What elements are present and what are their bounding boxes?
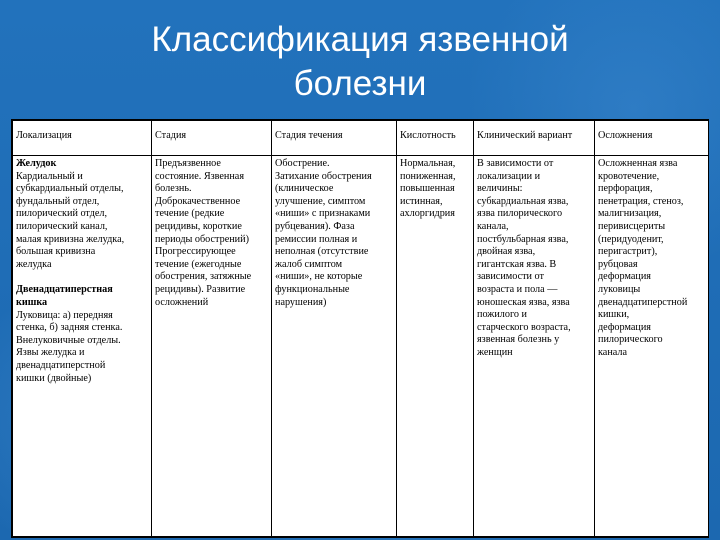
- table-header-row: [13, 121, 709, 156]
- cell-complications: Осложненная язва кровотечение, перфорация, пенетрация, стеноз, малигнизация, перивисцериты (перидуоденит, перигастрит), рубцовая деформация луковицы двенадцатиперстной кишки, деформация пилорического канала: [595, 156, 709, 537]
- header-complications: Осложнения: [595, 121, 709, 156]
- header-stage: Стадия: [152, 121, 272, 156]
- duodenum-text: Луковица: а) передняя стенка, б) задняя стенка. Внелуковичные отделы. Язвы желудка и двенадцатиперстной кишки (двойные): [16, 309, 123, 384]
- duodenum-title: Двенадцатиперстная кишка: [16, 284, 113, 308]
- classification-table: [12, 120, 709, 537]
- header-acidity: Кислотность: [397, 121, 474, 156]
- table-row: [13, 156, 709, 537]
- classification-table-container: [11, 119, 709, 538]
- cell-acidity: Нормальная, пониженная, повышенная истинная, ахлоргидрия: [397, 156, 474, 537]
- slide-title: [0, 18, 720, 106]
- cell-course-stage: Обострение. Затихание обострения (клиническое улучшение, симптом «ниши» с признаками рубцевания). Фаза ремиссии полная и неполная (отсутствие жалоб симптом «ниши», не которые функциональные нарушения): [272, 156, 397, 537]
- cell-stage: Предъязвенное состояние. Язвенная болезнь. Доброкачественное течение (редкие рецидивы, короткие периоды обострений) Прогрессирующее течение (ежегодные обострения, затяжные рецидивы). Развитие осложнений: [152, 156, 272, 537]
- cell-clinical-variant: В зависимости от локализации и величины: субкардиальная язва, язва пилорического канала, постбульбарная язва, двойная язва, гигантская язва. В зависимости от возраста и пола — юношеская язва, язва пожилого и старческого возраста, язвенная болезнь у женщин: [474, 156, 595, 537]
- title-line-1: Классификация язвенной: [151, 20, 569, 59]
- title-line-2: болезни: [293, 64, 427, 103]
- stomach-text: Кардиальный и субкардиальный отделы, фундальный отдел, пилорический отдел, пилорический канал, малая кривизна желудка, большая кривизна желудка: [16, 170, 125, 270]
- stomach-title: Желудок: [16, 158, 57, 169]
- cell-localization: [13, 156, 152, 537]
- header-course-stage: Стадия течения: [272, 121, 397, 156]
- header-clinical-variant: Клинический вариант: [474, 121, 595, 156]
- header-localization: Локализация: [13, 121, 152, 156]
